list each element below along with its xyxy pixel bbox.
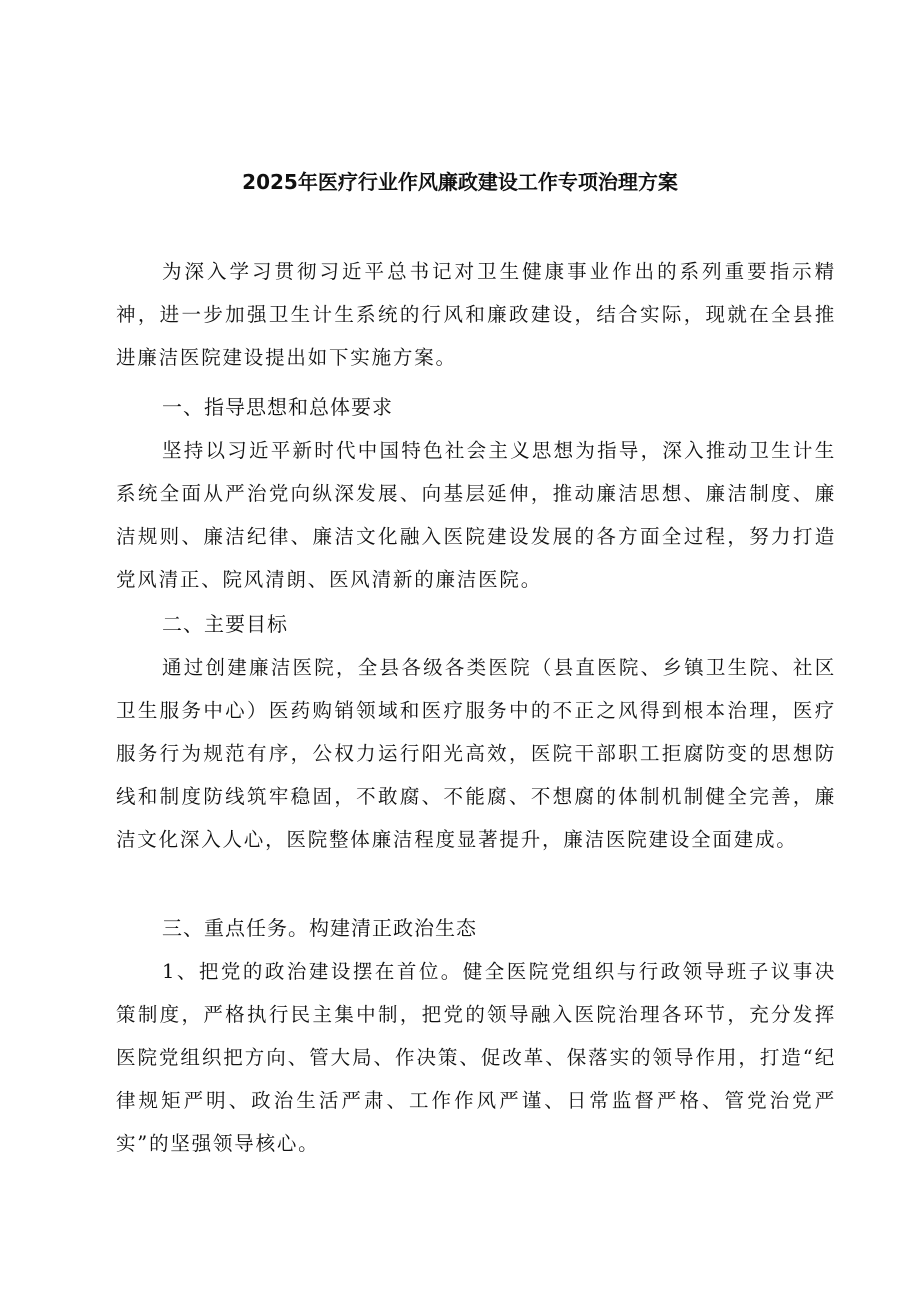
section-2 — [116, 603, 836, 861]
intro-block — [116, 250, 836, 379]
section-1 — [116, 386, 836, 601]
intro-paragraph: 为深入学习贯彻习近平总书记对卫生健康事业作出的系列重要指示精神，进一步加强卫生计生系统的行风和廉政建设，结合实际，现就在全县推进廉洁医院建设提出如下实施方案。 — [116, 260, 836, 369]
document-title: 2025年医疗行业作风廉政建设工作专项治理方案 — [242, 170, 678, 194]
section-3 — [116, 907, 836, 1165]
section-body: 1、把党的政治建设摆在首位。健全医院党组织与行政领导班子议事决策制度，严格执行民主集中制，把党的领导融入医院治理各环节，充分发挥医院党组织把方向、管大局、作决策、促改革、保落实的领导作用，打造“纪律规矩严明、政治生活严肃、工作作风严谨、日常监督严格、管党治党严实”的坚强领导核心。 — [116, 960, 836, 1155]
section-heading: 二、主要目标 — [162, 612, 288, 636]
section-body: 坚持以习近平新时代中国特色社会主义思想为指导，深入推动卫生计生系统全面从严治党向纵深发展、向基层延伸，推动廉洁思想、廉洁制度、廉洁规则、廉洁纪律、廉洁文化融入医院建设发展的各方面全过程，努力打造党风清正、院风清朗、医风清新的廉洁医院。 — [116, 439, 836, 591]
section-body: 通过创建廉洁医院，全县各级各类医院（县直医院、乡镇卫生院、社区卫生服务中心）医药购销领域和医疗服务中的不正之风得到根本治理，医疗服务行为规范有序，公权力运行阳光高效，医院干部职工拒腐防变的思想防线和制度防线筑牢稳固，不敢腐、不能腐、不想腐的体制机制健全完善，廉洁文化深入人心，医院整体廉洁程度显著提升，廉洁医院建设全面建成。 — [116, 656, 836, 851]
section-heading: 三、重点任务。构建清正政治生态 — [162, 916, 477, 940]
section-heading: 一、指导思想和总体要求 — [162, 395, 393, 419]
